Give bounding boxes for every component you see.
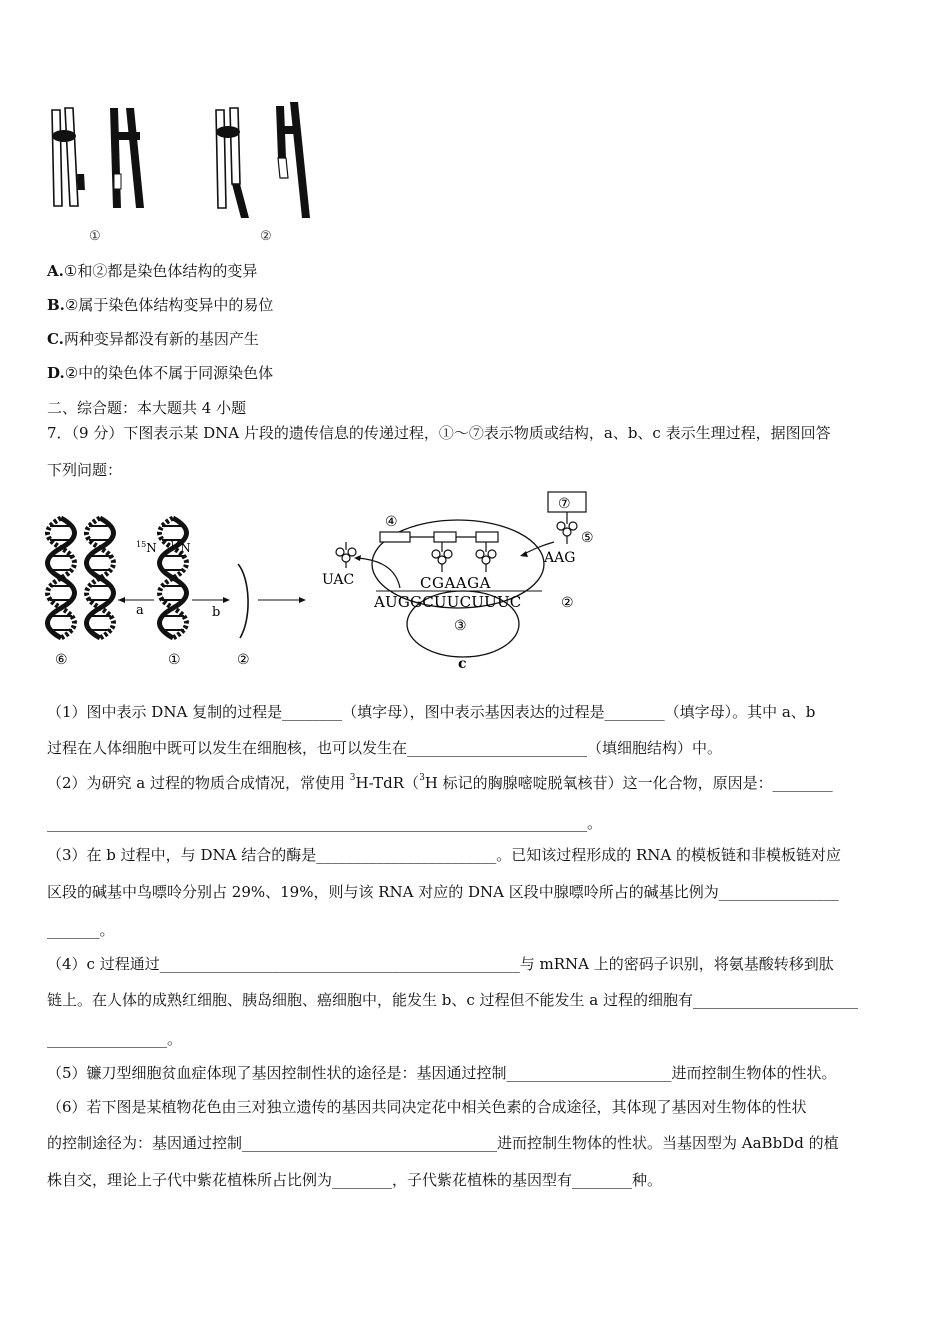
option-d: D.②中的染色体不属于同源染色体 [47, 364, 274, 382]
option-b: B.②属于染色体结构变异中的易位 [47, 296, 274, 314]
figure1-label-2: ② [260, 229, 272, 244]
part6-line3: 株自交，理论上子代中紫花植株所占比例为________，子代紫花植株的基因型有________种。 [47, 1171, 663, 1189]
part4-line2: 链上。在人体的成熟红细胞、胰岛细胞、癌细胞中，能发生 b、c 过程但不能发生 a 过程的细胞有______________________ [47, 991, 859, 1009]
n14-label: $^{14}$N [170, 540, 191, 555]
peptide-4 [380, 532, 410, 542]
part2-line2: ________________________________________________________________________。 [47, 814, 603, 832]
q7-stem-line2: 下列问题： [47, 461, 123, 479]
q7-stem-line1: 7．（9 分）下图表示某 DNA 片段的遗传信息的传递过程，①～⑦表示物质或结构，a、b、c 表示生理过程，据图回答 [47, 424, 831, 442]
part2-line1: （2）为研究 a 过程的物质合成情况，常使用 $^3$H-TdR（$^3$H 标记的胸腺嘧啶脱氧核苷）这一化合物，原因是：________ [47, 773, 833, 792]
arrow-a-label: a [136, 603, 144, 618]
label-3: ③ [454, 618, 467, 634]
label-7: ⑦ [558, 496, 571, 512]
part4-line3: ________________。 [47, 1030, 183, 1048]
part4-line1: （4）c 过程通过________________________________________________与 mRNA 上的密码子识别，将氨基酸转移到肽 [47, 955, 834, 973]
section-title: 二、综合题：本大题共 4 小题 [47, 399, 247, 417]
dna-helix-1 [160, 518, 187, 638]
part6-line2: 的控制途径为：基因通过控制__________________________________进而控制生物体的性状。当基因型为 AaBbDd 的植 [47, 1134, 839, 1152]
part1-line2: 过程在人体细胞中既可以发生在细胞核，也可以发生在________________________（填细胞结构）中。 [47, 739, 723, 757]
label-c: c [458, 656, 467, 672]
label-2: ② [237, 652, 250, 668]
part3-line1: （3）在 b 过程中，与 DNA 结合的酶是________________________。已知该过程形成的 RNA 的模板链和非模板链对应 [47, 846, 841, 864]
chromosome-2-right [276, 102, 310, 218]
uac-label: UAC [322, 572, 355, 588]
dna-helix-6a [48, 518, 75, 638]
label-5: ⑤ [581, 530, 594, 546]
dna-expression-figure [40, 488, 620, 678]
label-6: ⑥ [55, 652, 68, 668]
part3-line3: _______。 [47, 921, 115, 939]
label-1: ① [168, 652, 181, 668]
part1-line1: （1）图中表示 DNA 复制的过程是________（填字母），图中表示基因表达的过程是________（填字母）。其中 a、b [47, 703, 816, 721]
arrow-b-label: b [212, 605, 221, 620]
figure1-label-1: ① [89, 229, 101, 244]
aag-label: AAG [544, 550, 576, 566]
option-c: C.两种变异都没有新的基因产生 [47, 330, 259, 348]
chromosome-figure [40, 96, 320, 248]
part5-line1: （5）镰刀型细胞贫血症体现了基因控制性状的途径是：基因通过控制______________________进而控制生物体的性状。 [47, 1064, 837, 1082]
trna-leaving [336, 542, 356, 568]
chromosome-1-right [110, 108, 144, 208]
label-2b: ② [561, 595, 574, 611]
n15-label: $^{15}$N [136, 540, 157, 555]
chromosome-1-left [52, 108, 85, 206]
mrna-strand [238, 564, 248, 638]
label-4: ④ [385, 514, 398, 530]
trna-incoming [557, 512, 577, 544]
part3-line2: 区段的碱基中鸟嘌呤分别占 29%、19%，则与该 RNA 对应的 DNA 区段中腺嘌呤所占的碱基比例为________________ [47, 883, 839, 901]
chromosome-2-left [216, 108, 249, 218]
mrna-sequence: AUGGCUUCUUUC [374, 593, 522, 611]
option-a: A.①和②都是染色体结构的变异 [47, 262, 258, 280]
part6-line1: （6）若下图是某植物花色由三对独立遗传的基因共同决定花中相关色素的合成途径，其体现了基因对生物体的性状 [47, 1098, 807, 1116]
dna-helix-6b [87, 518, 114, 638]
anticodons: CGAAGA [420, 574, 491, 592]
